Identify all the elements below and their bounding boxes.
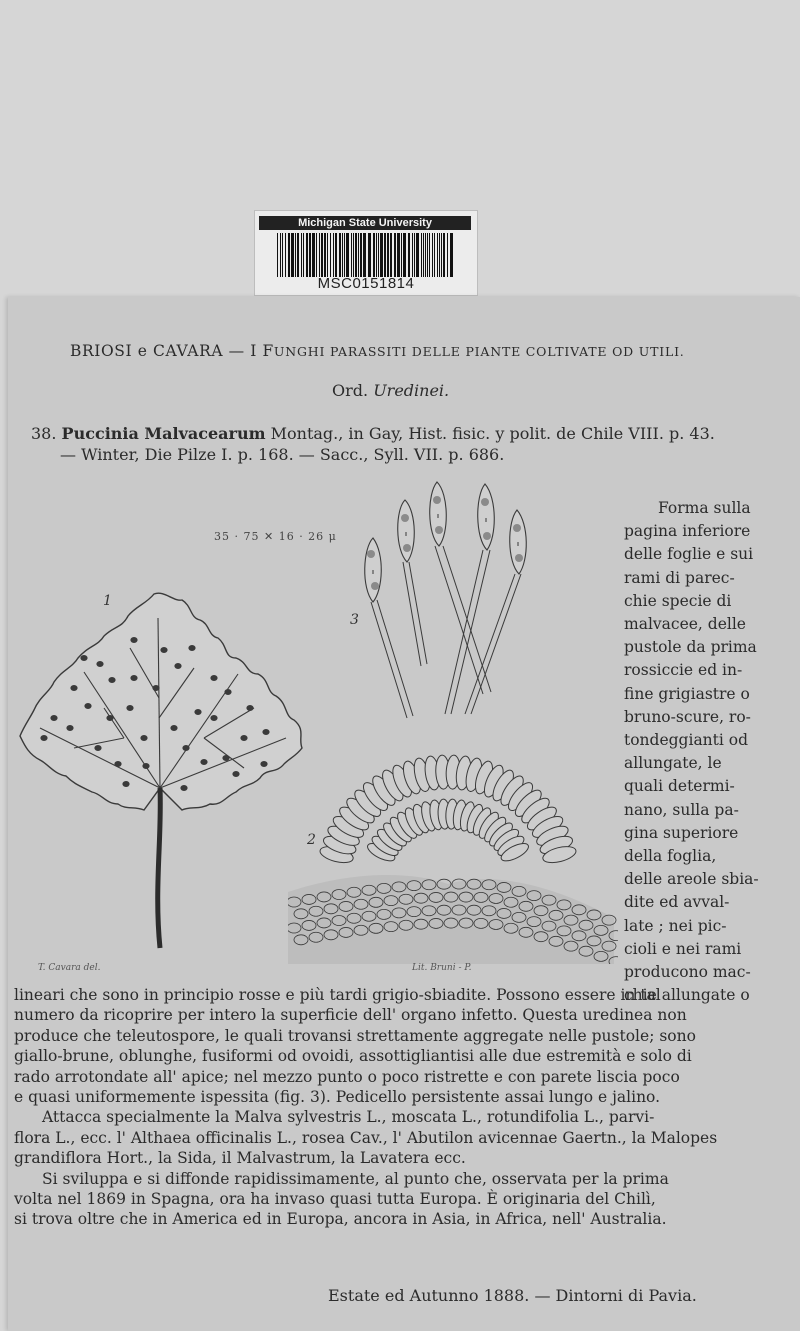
body-line: produce che teleutospore, le quali trovansi strettamente aggregate nelle pustole; sono (14, 1026, 696, 1045)
artist-credit-left: T. Cavara del. (38, 963, 101, 973)
side-text-line: fine grigiastre o (624, 684, 750, 703)
side-text-line: della foglia, (624, 847, 717, 866)
side-text-line: pagina inferiore (624, 522, 751, 541)
figure-2-number: 2 (307, 832, 316, 848)
teleutospore-illustration (355, 478, 545, 724)
order-name: Uredinei. (373, 381, 450, 400)
order-line (332, 381, 449, 400)
species-reference: Montag., in Gay, Hist. fisic. y polit. de Chile VIII. p. 43. (265, 424, 715, 443)
artist-credit-right: Lit. Bruni - P. (412, 963, 472, 973)
description-body (14, 985, 764, 1230)
body-line: grandiflora Hort., la Sida, il Malvastrum, la Lavatera ecc. (14, 1149, 466, 1168)
body-line: e quasi uniformemente ispessita (fig. 3). Pedicello persistente assai lungo e jalino. (14, 1088, 661, 1107)
body-line: Attacca specialmente la Malva sylvestris L., moscata L., rotundifolia L., parvi- (42, 1108, 655, 1127)
side-text-line: delle areole sbia- (624, 870, 759, 889)
species-line (31, 424, 715, 443)
species-number: 38. (31, 424, 57, 443)
side-text-line: cioli e nei rami (624, 939, 742, 958)
figure-1-number: 1 (103, 593, 112, 609)
side-text-line: late ; nei pic- (624, 916, 727, 935)
barcode-institution: Michigan State University (259, 216, 471, 230)
side-text-line: quali determi- (624, 777, 735, 796)
body-line: Si sviluppa e si diffonde rapidissimamente, al punto che, osservata per la prima (42, 1169, 669, 1188)
side-text-line: allungate, le (624, 754, 722, 773)
side-text-line: gina superiore (624, 823, 739, 842)
side-text-line: chie specie di (624, 591, 732, 610)
header-series: UNGHI PARASSITI DELLE PIANTE COLTIVATE OD UTILI. (273, 344, 685, 359)
side-text-line: malvacee, delle (624, 615, 746, 634)
barcode-label (254, 210, 478, 296)
side-text-line: rami di parec- (624, 568, 735, 587)
side-text-line: pustole da prima (624, 638, 757, 657)
scale-label: 35 · 75 ✕ 16 · 26 μ (214, 530, 337, 543)
side-text-line: rossiccie ed in- (624, 661, 743, 680)
leaf-illustration (14, 588, 310, 958)
side-text-line: producono mac- (624, 963, 751, 982)
side-text-line: tondeggianti od (624, 731, 749, 750)
collection-footer: Estate ed Autunno 1888. — Dintorni di Pavia. (328, 1286, 697, 1305)
species-reference-2: — Winter, Die Pilze I. p. 168. — Sacc., Syll. VII. p. 686. (60, 445, 505, 464)
body-line: flora L., ecc. l' Althaea officinalis L., rosea Cav., l' Abutilon avicennae Gaertn., la Malopes (14, 1128, 718, 1147)
side-text-line: bruno-scure, ro- (624, 707, 751, 726)
body-line: lineari che sono in principio rosse e più tardi grigio-sbiadite. Possono essere in tal (14, 986, 661, 1004)
side-text-line: Forma sulla (658, 499, 751, 517)
body-line: si trova oltre che in America ed in Europa, ancora in Asia, in Africa, nell' Australia. (14, 1210, 667, 1229)
side-text-line: delle foglie e sui (624, 545, 754, 564)
body-line: giallo-brune, oblunghe, fusiformi od ovoidi, assottigliantisi alle due estremità e solo di (14, 1047, 692, 1066)
description-side-column (624, 497, 792, 1007)
body-line: volta nel 1869 in Spagna, ora ha invaso quasi tutta Europa. È originaria del Chilì, (14, 1190, 656, 1209)
header-authors: BRIOSI e CAVARA — I F (70, 342, 274, 360)
label-header (70, 342, 685, 360)
pustule-section-illustration (288, 742, 618, 964)
species-name: Puccinia Malvacearum (61, 424, 266, 443)
figure-3-number: 3 (350, 612, 359, 628)
body-line: numero da ricoprire per intero la superficie dell' organo infetto. Questa uredinea non (14, 1006, 687, 1025)
side-text-line: dite ed avval- (624, 893, 730, 912)
side-text-line: nano, sulla pa- (624, 800, 739, 819)
barcode-bars (277, 233, 453, 277)
body-line: rado arrotondate all' apice; nel mezzo punto o poco ristrette e con parete liscia poco (14, 1067, 680, 1086)
barcode-id: MSC0151814 (317, 275, 415, 292)
side-text-line: chie allungate o (624, 986, 750, 1005)
order-prefix: Ord. (332, 381, 374, 400)
